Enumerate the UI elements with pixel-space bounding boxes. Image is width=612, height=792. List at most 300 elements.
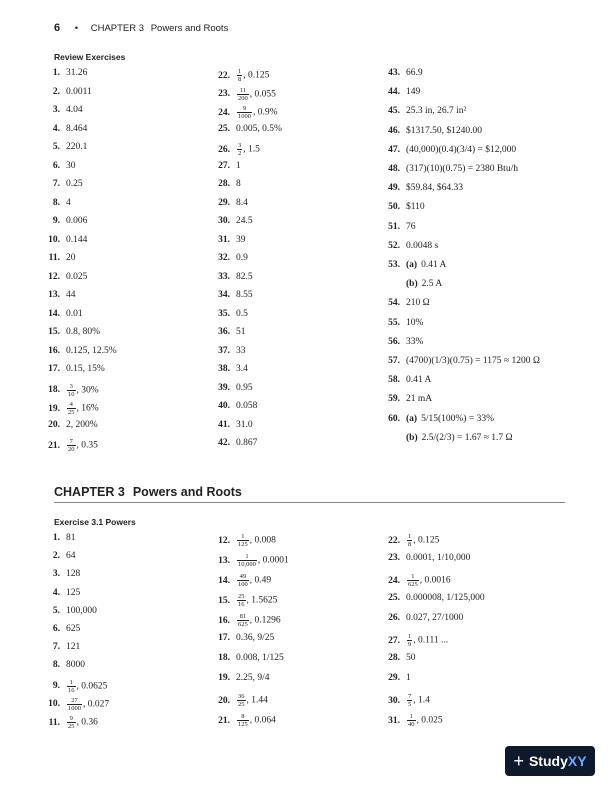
answer-item <box>380 593 485 604</box>
answer-item <box>210 533 276 548</box>
answer-item <box>40 142 87 153</box>
answer-item <box>210 253 248 264</box>
answer-text: 1 <box>236 160 241 171</box>
answer-part-label: (a) <box>406 413 418 424</box>
answer-text: 25.3 in, 26.7 in² <box>406 106 467 117</box>
answer-text: 44 <box>66 290 76 300</box>
answer-number: 28. <box>388 653 400 663</box>
answer-text: 82.5 <box>236 271 253 282</box>
bullet: • <box>74 23 79 34</box>
answer-number: 53. <box>388 260 400 270</box>
fraction: $\frac{81}{625}$ <box>238 613 248 628</box>
answer-item <box>40 253 76 264</box>
answer-text: , 0.111 ... <box>413 635 449 646</box>
answer-text: 0.006 <box>66 216 88 226</box>
answer-text: 0.25 <box>66 179 83 189</box>
answer-number: 16. <box>218 615 230 626</box>
answer-number: 11. <box>48 717 60 728</box>
answer-item <box>210 693 268 708</box>
answer-text: , 0.36 <box>76 717 98 728</box>
answer-text: 0.000008, 1/125,000 <box>406 593 485 603</box>
answer-number: 48. <box>388 164 400 174</box>
fraction: $\frac{1}{8}$ <box>408 533 412 548</box>
fraction: $\frac{1}{9}$ <box>408 633 412 648</box>
answer-number: 50. <box>388 202 400 213</box>
answer-number: 27. <box>388 635 400 646</box>
answer-number: 60. <box>388 413 400 424</box>
answer-text: 0.01 <box>66 308 83 319</box>
answer-text: 31.26 <box>66 68 88 78</box>
answer-item <box>40 420 98 431</box>
answer-number: 12. <box>218 535 230 546</box>
answer-number: 33. <box>218 271 230 282</box>
answer-text: 0.008, 1/125 <box>236 653 284 663</box>
fraction: $\frac{4}{25}$ <box>68 401 75 416</box>
answer-number: 19. <box>218 673 230 683</box>
answer-text: 0.9 <box>236 253 248 263</box>
answer-number: 57. <box>388 356 400 366</box>
answer-number: 51. <box>388 221 400 232</box>
logo-text-xy: XY <box>567 753 587 769</box>
answer-text: 8 <box>236 179 241 189</box>
answer-text: 128 <box>66 569 81 580</box>
answer-text: 0.144 <box>66 234 88 245</box>
answer-text: , 30% <box>76 385 99 396</box>
answer-item <box>380 653 416 664</box>
answer-text: (317)(10)(0.75) = 2380 Btu/h <box>406 164 518 174</box>
answer-number: 5. <box>52 605 60 616</box>
answer-text: 39 <box>236 234 246 245</box>
answer-text: , 0.055 <box>249 89 276 100</box>
page-number: 6 <box>54 22 61 34</box>
answer-text: (4700)(1/3)(0.75) = 1175 ≈ 1200 Ω <box>406 356 540 366</box>
answer-text: , 0.008 <box>249 535 276 546</box>
answer-item <box>40 179 83 190</box>
answer-number: 14. <box>48 308 60 319</box>
answer-item <box>380 573 451 588</box>
answer-number: 41. <box>218 419 230 430</box>
fraction: $\frac{3}{2}$ <box>238 142 242 157</box>
answer-text: 2.5 A <box>421 279 443 290</box>
answer-number: 44. <box>388 87 400 98</box>
answer-number: 13. <box>218 555 230 566</box>
answer-number: 28. <box>218 179 230 189</box>
answer-item <box>40 624 80 635</box>
answer-text: 2.5/(2/3) = 1.67 ≈ 1.7 Ω <box>421 432 513 443</box>
answer-number: 58. <box>388 375 400 386</box>
answer-text: 100,000 <box>66 605 97 616</box>
answer-text: , 0.0016 <box>419 575 451 586</box>
answer-text: 0.867 <box>236 438 258 448</box>
answer-number: 10. <box>48 699 60 710</box>
answer-text: , 0.9% <box>253 107 278 118</box>
answer-item <box>40 438 98 453</box>
answer-text: 1 <box>406 673 411 683</box>
answer-text: , 16% <box>76 403 99 414</box>
answer-item <box>380 126 482 137</box>
answer-number: 7. <box>52 642 60 653</box>
answer-text: (40,000)(0.4)(3/4) = $12,000 <box>406 144 517 155</box>
answer-number: 8. <box>52 660 60 671</box>
answer-item <box>210 346 246 357</box>
answer-number: 49. <box>388 183 400 194</box>
fraction: $\frac{1}{125}$ <box>238 533 248 548</box>
answer-item <box>40 216 87 227</box>
answer-number: 26. <box>388 613 400 623</box>
answer-text: , 0.064 <box>249 715 276 726</box>
answer-item <box>210 235 246 246</box>
answer-item <box>380 87 420 98</box>
answer-item <box>380 433 513 444</box>
answer-number: 4. <box>52 587 60 598</box>
fraction: $\frac{36}{25}$ <box>238 693 245 708</box>
answer-text: $110 <box>406 202 425 213</box>
answer-number: 15. <box>48 327 60 337</box>
answer-item <box>380 337 423 348</box>
answer-item <box>40 290 76 301</box>
answer-item <box>210 593 277 608</box>
answer-number: 43. <box>388 68 400 78</box>
answer-number: 23. <box>388 553 400 563</box>
answer-text: , 0.0001 <box>257 555 289 566</box>
answer-item <box>210 633 274 644</box>
fraction: $\frac{1}{8}$ <box>238 68 242 83</box>
answer-item <box>380 318 423 329</box>
answer-item <box>40 697 109 712</box>
answer-text: , 1.4 <box>413 695 430 706</box>
answer-number: 40. <box>218 401 230 411</box>
answer-text: 21 mA <box>406 394 433 405</box>
answer-number: 59. <box>388 394 400 405</box>
fraction: $\frac{8}{125}$ <box>238 713 248 728</box>
plus-icon: + <box>513 750 524 771</box>
answer-text: 64 <box>66 551 76 562</box>
answer-item <box>210 553 289 568</box>
answer-text: , 0.49 <box>249 575 272 586</box>
answer-text: 0.41 A <box>421 260 447 270</box>
answer-item <box>380 106 466 117</box>
answer-text: 0.0011 <box>66 86 92 97</box>
answer-number: 7. <box>52 179 60 189</box>
answer-number: 54. <box>388 298 400 309</box>
answer-number: 29. <box>218 197 230 208</box>
answer-item <box>210 68 269 83</box>
answer-text: 0.0048 s <box>406 240 439 251</box>
answer-item <box>380 394 432 405</box>
answer-number: 52. <box>388 240 400 251</box>
logo-text-study: Study <box>528 753 568 769</box>
answer-number: 18. <box>218 653 230 663</box>
answer-number: 1. <box>52 68 60 78</box>
answer-item <box>40 569 80 580</box>
answer-text: 0.027, 27/1000 <box>406 613 464 623</box>
answer-item <box>210 105 278 120</box>
answer-item <box>380 68 423 79</box>
answer-item <box>380 693 430 708</box>
answer-item <box>210 653 284 664</box>
answer-text: 50 <box>406 653 416 663</box>
answer-number: 3. <box>52 105 60 115</box>
answer-text: 2, 200% <box>66 419 98 430</box>
answer-text: 2.25, 9/4 <box>236 673 270 683</box>
answer-number: 21. <box>218 715 230 726</box>
answer-text: 3.4 <box>236 364 248 374</box>
answer-text: , 0.027 <box>83 699 110 710</box>
answer-text: 0.0001, 1/10,000 <box>406 553 471 563</box>
answer-number: 6. <box>52 160 60 171</box>
answer-number: 46. <box>388 125 400 136</box>
answer-number: 9. <box>52 681 60 692</box>
answer-number: 1. <box>52 533 60 543</box>
answer-number: 20. <box>218 695 230 706</box>
fraction: $\frac{3}{10}$ <box>68 382 75 398</box>
answer-part-label: (b) <box>406 432 418 443</box>
answer-item <box>380 533 439 548</box>
answer-item <box>210 573 271 588</box>
answer-item <box>380 183 463 194</box>
answer-number: 39. <box>218 382 230 393</box>
answer-item <box>210 161 241 172</box>
answer-part-label: (a) <box>406 260 418 270</box>
answer-text: 0.36, 9/25 <box>236 633 275 643</box>
answer-item <box>380 613 463 624</box>
answer-number: 24. <box>388 575 400 586</box>
fraction: $\frac{7}{20}$ <box>68 438 75 453</box>
answer-text: , 0.125 <box>413 535 440 546</box>
fraction: $\frac{25}{16}$ <box>238 593 245 608</box>
answer-item <box>380 279 442 290</box>
answer-item <box>40 588 80 599</box>
answer-number: 42. <box>218 438 230 448</box>
answer-number: 24. <box>218 107 230 118</box>
answer-text: 0.15, 15% <box>66 364 105 374</box>
answer-item <box>210 198 248 209</box>
answer-number: 21. <box>48 440 60 451</box>
answer-item <box>40 715 98 730</box>
answer-number: 27. <box>218 160 230 171</box>
chapter-heading <box>54 485 565 503</box>
answer-number: 23. <box>218 89 230 100</box>
answer-number: 35. <box>218 308 230 319</box>
answer-text: , 0.125 <box>243 70 270 81</box>
answer-number: 25. <box>218 123 230 134</box>
answer-text: 81 <box>66 533 76 543</box>
answer-text: 4 <box>66 197 71 208</box>
answer-item <box>380 673 411 684</box>
answer-text: $1317.50, $1240.00 <box>406 125 482 136</box>
fraction: $\frac{7}{5}$ <box>408 693 412 708</box>
answer-text: 0.95 <box>236 382 253 393</box>
answer-item <box>380 414 494 425</box>
header-chapter: CHAPTER 3 <box>90 23 145 34</box>
answer-text: 0.5 <box>236 308 248 319</box>
answer-text: , 0.025 <box>416 715 443 726</box>
answer-item <box>40 679 107 694</box>
answer-number: 22. <box>388 535 400 546</box>
answer-number: 6. <box>52 624 60 634</box>
answer-item <box>40 533 76 544</box>
answer-number: 10. <box>48 234 60 245</box>
answer-item <box>40 161 76 172</box>
answer-item <box>210 309 248 320</box>
answer-item <box>40 660 85 671</box>
answer-text: 8.464 <box>66 123 88 134</box>
answer-text: 625 <box>66 624 81 634</box>
answer-item <box>210 327 246 338</box>
answer-number: 31. <box>388 715 400 726</box>
answer-item <box>210 179 241 190</box>
answer-number: 16. <box>48 345 60 356</box>
answer-number: 2. <box>52 551 60 562</box>
exercise-heading: Exercise 3.1 Powers <box>54 517 136 527</box>
answer-number: 4. <box>52 123 60 134</box>
answer-number: 30. <box>218 216 230 226</box>
answer-item <box>40 327 100 338</box>
answer-number: 17. <box>218 633 230 643</box>
answer-number: 36. <box>218 327 230 337</box>
answer-item <box>210 142 260 157</box>
answer-number: 12. <box>48 271 60 282</box>
answer-part-label: (b) <box>406 279 418 290</box>
header-title: Powers and Roots <box>150 23 229 34</box>
answer-item <box>40 272 87 283</box>
answer-number: 56. <box>388 336 400 347</box>
answer-item <box>210 383 253 394</box>
answer-text: 149 <box>406 87 421 98</box>
answer-number: 13. <box>48 290 60 300</box>
answer-text: 4.04 <box>66 105 83 115</box>
review-heading: Review Exercises <box>54 52 126 62</box>
answer-item <box>210 124 282 135</box>
answer-text: 0.8, 80% <box>66 327 101 337</box>
answer-text: 33% <box>406 336 424 347</box>
fraction: $\frac{49}{100}$ <box>238 573 248 588</box>
fraction: $\frac{1}{40}$ <box>408 713 415 728</box>
answer-text: , 0.0625 <box>76 681 108 692</box>
answer-text: $59.84, $64.33 <box>406 183 463 194</box>
answer-item <box>40 198 71 209</box>
answer-number: 55. <box>388 317 400 328</box>
answer-item <box>40 364 105 375</box>
page-header <box>54 22 228 34</box>
answer-text: , 0.1296 <box>249 615 281 626</box>
answer-item <box>380 222 416 233</box>
answer-text: 20 <box>66 253 76 263</box>
answer-item <box>380 145 516 156</box>
answer-item <box>380 260 446 271</box>
chapter-label: CHAPTER 3 <box>54 485 125 499</box>
answer-number: 37. <box>218 345 230 356</box>
answer-item <box>40 235 87 246</box>
answer-text: 24.5 <box>236 216 253 226</box>
answer-text: 10% <box>406 317 424 328</box>
answer-text: , 0.35 <box>76 440 98 451</box>
answer-text: 31.0 <box>236 419 253 430</box>
answer-text: 51 <box>236 327 246 337</box>
fraction: $\frac{11}{200}$ <box>238 86 248 102</box>
answer-text: 220.1 <box>66 142 88 152</box>
answer-item <box>380 298 430 309</box>
answer-item <box>40 124 87 135</box>
answer-text: 125 <box>66 587 81 598</box>
answer-text: , 1.44 <box>246 695 268 706</box>
answer-number: 8. <box>52 197 60 208</box>
fraction: $\frac{9}{1000}$ <box>238 105 251 120</box>
answer-item <box>380 633 448 648</box>
answer-item <box>380 375 431 386</box>
answer-number: 32. <box>218 253 230 263</box>
answer-item <box>380 241 438 252</box>
fraction: $\frac{27}{1000}$ <box>68 696 81 712</box>
answer-item <box>380 164 518 175</box>
answer-number: 31. <box>218 234 230 245</box>
answer-text: 210 Ω <box>406 298 430 309</box>
answer-number: 47. <box>388 144 400 155</box>
studyxy-logo <box>505 746 595 776</box>
answer-item <box>40 401 99 416</box>
answer-item <box>40 68 87 79</box>
answer-item <box>40 105 83 116</box>
answer-item <box>210 401 257 412</box>
answer-number: 25. <box>388 593 400 603</box>
answer-item <box>210 420 253 431</box>
fraction: $\frac{1}{10,000}$ <box>238 553 256 568</box>
answer-text: 5/15(100%) = 33% <box>421 413 494 424</box>
answer-number: 30. <box>388 695 400 706</box>
answer-text: 0.025 <box>66 271 88 282</box>
answer-item <box>210 364 248 375</box>
answer-text: 33 <box>236 345 246 356</box>
answer-item <box>210 87 276 102</box>
answer-item <box>40 309 83 320</box>
answer-text: , 1.5 <box>243 144 260 155</box>
answer-number: 29. <box>388 673 400 683</box>
answer-item <box>210 713 276 728</box>
answer-number: 26. <box>218 144 230 155</box>
answer-number: 2. <box>52 86 60 97</box>
answer-item <box>210 272 253 283</box>
answer-item <box>210 290 253 301</box>
answer-item <box>40 346 117 357</box>
answer-item <box>40 606 97 617</box>
answer-number: 45. <box>388 106 400 117</box>
answer-item <box>380 202 425 213</box>
answer-text: 8000 <box>66 660 85 671</box>
answer-text: 8.55 <box>236 290 253 300</box>
answer-text: 0.058 <box>236 401 258 411</box>
answer-number: 11. <box>48 253 60 263</box>
answer-number: 38. <box>218 364 230 374</box>
answer-text: , 1.5625 <box>246 595 278 606</box>
answer-item <box>210 613 281 628</box>
answer-item <box>380 553 470 564</box>
answer-text: 30 <box>66 160 76 171</box>
answer-number: 5. <box>52 142 60 152</box>
answer-text: 0.125, 12.5% <box>66 345 117 356</box>
answer-text: 8.4 <box>236 197 248 208</box>
answer-number: 3. <box>52 569 60 580</box>
answer-number: 17. <box>48 364 60 374</box>
answer-number: 34. <box>218 290 230 300</box>
answer-item <box>380 713 443 728</box>
fraction: $\frac{9}{25}$ <box>68 715 75 730</box>
fraction: $\frac{1}{625}$ <box>408 573 418 588</box>
answer-item <box>40 551 76 562</box>
answer-item <box>210 673 270 684</box>
answer-number: 20. <box>48 419 60 430</box>
answer-text: 66.9 <box>406 68 423 78</box>
chapter-title: Powers and Roots <box>132 485 242 499</box>
